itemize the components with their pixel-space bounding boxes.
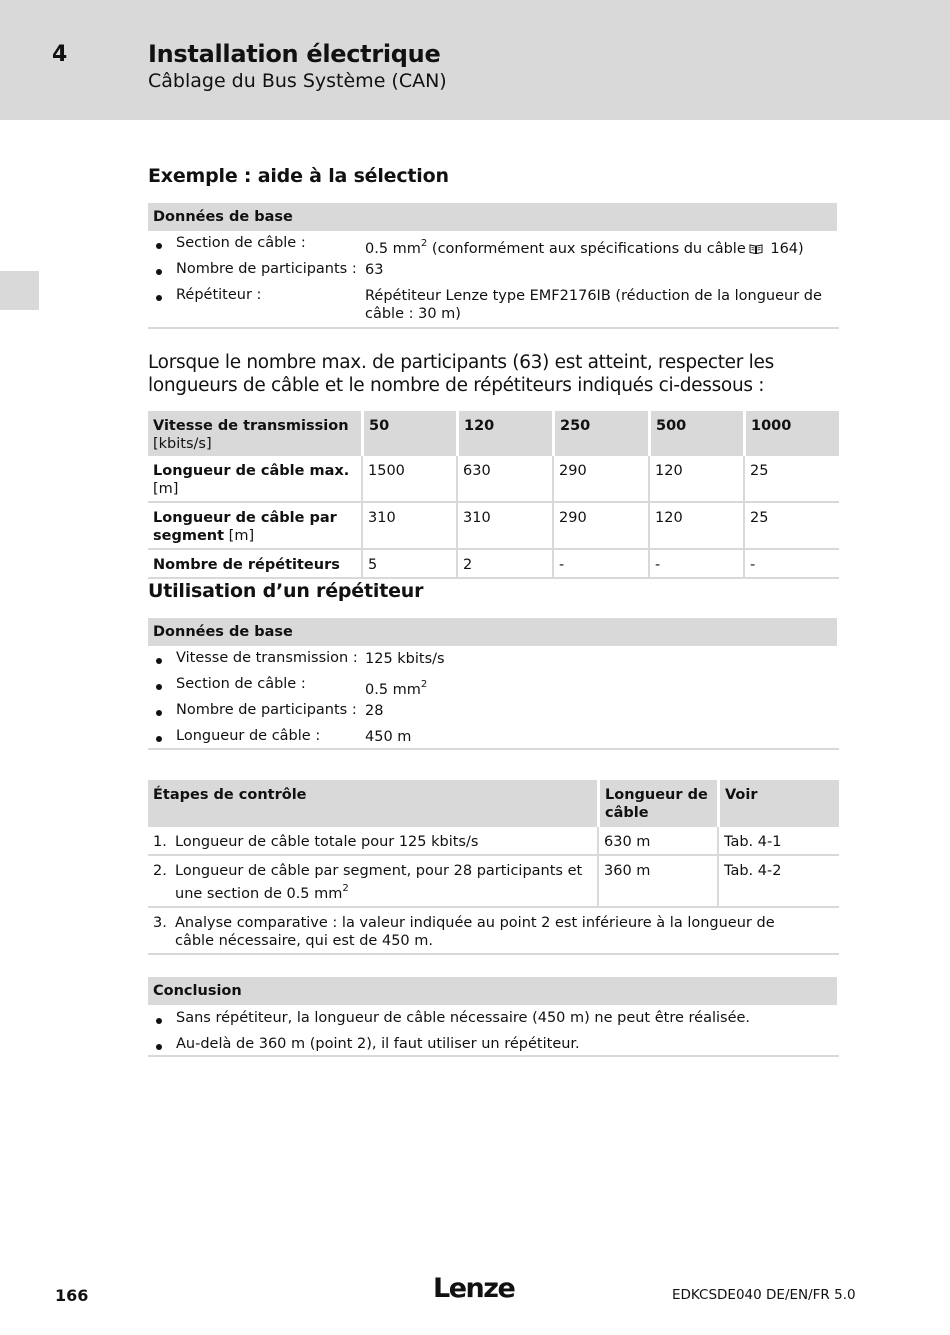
table-cell: 2 [456,550,552,579]
page-number: 166 [55,1286,89,1305]
section-divider [148,327,839,329]
conclusion-block [148,977,837,1057]
item-value: 28 [365,703,384,719]
intro-paragraph: Lorsque le nombre max. de participants (63) est atteint, respecter les longueurs de câble et le nombre de répétiteurs indiqués ci-dessous : [148,352,774,396]
chapter-number: 4 [52,42,68,67]
table-header-row [148,780,839,827]
item-value: 125 kbits/s [365,651,445,667]
step-cell: 1. Longueur de câble totale pour 125 kbits/s [148,827,597,856]
item-label: Section de câble : [176,676,306,692]
table-cell: - [552,550,648,579]
item-value: 450 m [365,729,412,745]
table-cell: 310 [456,503,552,550]
list-item [148,235,837,261]
table-cell: 290 [552,456,648,503]
table-cell: - [743,550,839,579]
header-band [0,0,950,120]
repeater-base-data-title: Données de base [148,618,837,646]
chapter-title: Installation électrique [148,40,441,68]
table-header-cell: 250 [552,411,648,456]
table-header-cell: 500 [648,411,743,456]
item-label: Nombre de participants : [176,261,357,277]
item-text: Sans répétiteur, la longueur de câble nécessaire (450 m) ne peut être réalisée. [176,1010,751,1026]
table-header-cell: 50 [361,411,456,456]
item-value: Répétiteur Lenze type EMF2176IB (réduction de la longueur de câble : 30 m) [365,288,822,322]
repeater-heading: Utilisation d’un répétiteur [148,580,424,602]
example-base-data-title: Données de base [148,203,837,231]
table-row [148,503,839,550]
row-label: Longueur de câble max. [m] [148,456,361,503]
list-item [148,261,837,287]
section-divider [148,748,839,750]
table-cell: 630 m [597,827,717,856]
bullet-icon [156,269,162,275]
list-item [148,676,837,702]
step-cell: 3. Analyse comparative : la valeur indiquée au point 2 est inférieure à la longueur de câble nécessaire, qui est de 450 m. [148,908,839,955]
control-steps-table [148,780,839,955]
table-header-cell: Vitesse de transmission [kbits/s] [148,411,361,456]
table-header-row [148,411,839,456]
table-header-cell: Voir [717,780,839,827]
bullet-icon [156,658,162,664]
bullet-icon [156,710,162,716]
table-cell: 120 [648,503,743,550]
table-row [148,456,839,503]
table-cell: Tab. 4-2 [717,856,839,908]
chapter-side-tab [0,271,39,310]
chapter-subtitle: Câblage du Bus Système (CAN) [148,70,447,92]
list-item [148,650,837,676]
row-label: Nombre de répétiteurs [148,550,361,579]
list-item [148,287,837,327]
table-cell: 25 [743,503,839,550]
bullet-icon [156,243,162,249]
bullet-icon [156,1044,162,1050]
table-cell: 1500 [361,456,456,503]
table-cell: - [648,550,743,579]
example-heading: Exemple : aide à la sélection [148,165,449,187]
table-row [148,550,839,579]
list-item [148,702,837,728]
table-row [148,827,839,856]
item-label: Longueur de câble : [176,728,321,744]
table-header-cell: 120 [456,411,552,456]
transmission-speed-table [148,411,839,579]
item-label: Section de câble : [176,235,306,251]
list-item [148,728,837,754]
item-value: 63 [365,262,384,278]
bullet-icon [156,295,162,301]
table-cell: 360 m [597,856,717,908]
item-text: Au-delà de 360 m (point 2), il faut utiliser un répétiteur. [176,1036,580,1052]
row-label: Longueur de câble par segment [m] [148,503,361,550]
list-item [148,1036,837,1062]
item-value: 0.5 $mm^2$ [365,679,428,698]
bullet-icon [156,736,162,742]
table-cell: 310 [361,503,456,550]
table-cell: Tab. 4-1 [717,827,839,856]
item-label: Vitesse de transmission : [176,650,358,666]
section-divider [148,1055,839,1057]
example-base-data [148,203,837,329]
book-reference-icon [749,244,763,254]
step-cell: 2. Longueur de câble par segment, pour 28 participants et une section de 0.5 $mm^2$ [148,856,597,908]
item-value: 0.5 $mm^2$ (conformément aux spécifications du câble 164) [365,238,804,257]
table-row [148,856,839,908]
repeater-base-data [148,618,837,750]
item-label: Répétiteur : [176,287,262,303]
table-cell: 25 [743,456,839,503]
table-header-cell: Longueur de câble [597,780,717,827]
bullet-icon [156,1018,162,1024]
conclusion-title: Conclusion [148,977,837,1005]
table-cell: 5 [361,550,456,579]
item-label: Nombre de participants : [176,702,357,718]
table-cell: 290 [552,503,648,550]
table-header-cell: 1000 [743,411,839,456]
lenze-logo: Lenze [433,1273,515,1304]
table-row [148,908,839,955]
table-header-cell: Étapes de contrôle [148,780,597,827]
table-cell: 630 [456,456,552,503]
document-code: EDKCSDE040 DE/EN/FR 5.0 [672,1287,856,1303]
table-cell: 120 [648,456,743,503]
list-item [148,1010,837,1036]
bullet-icon [156,684,162,690]
